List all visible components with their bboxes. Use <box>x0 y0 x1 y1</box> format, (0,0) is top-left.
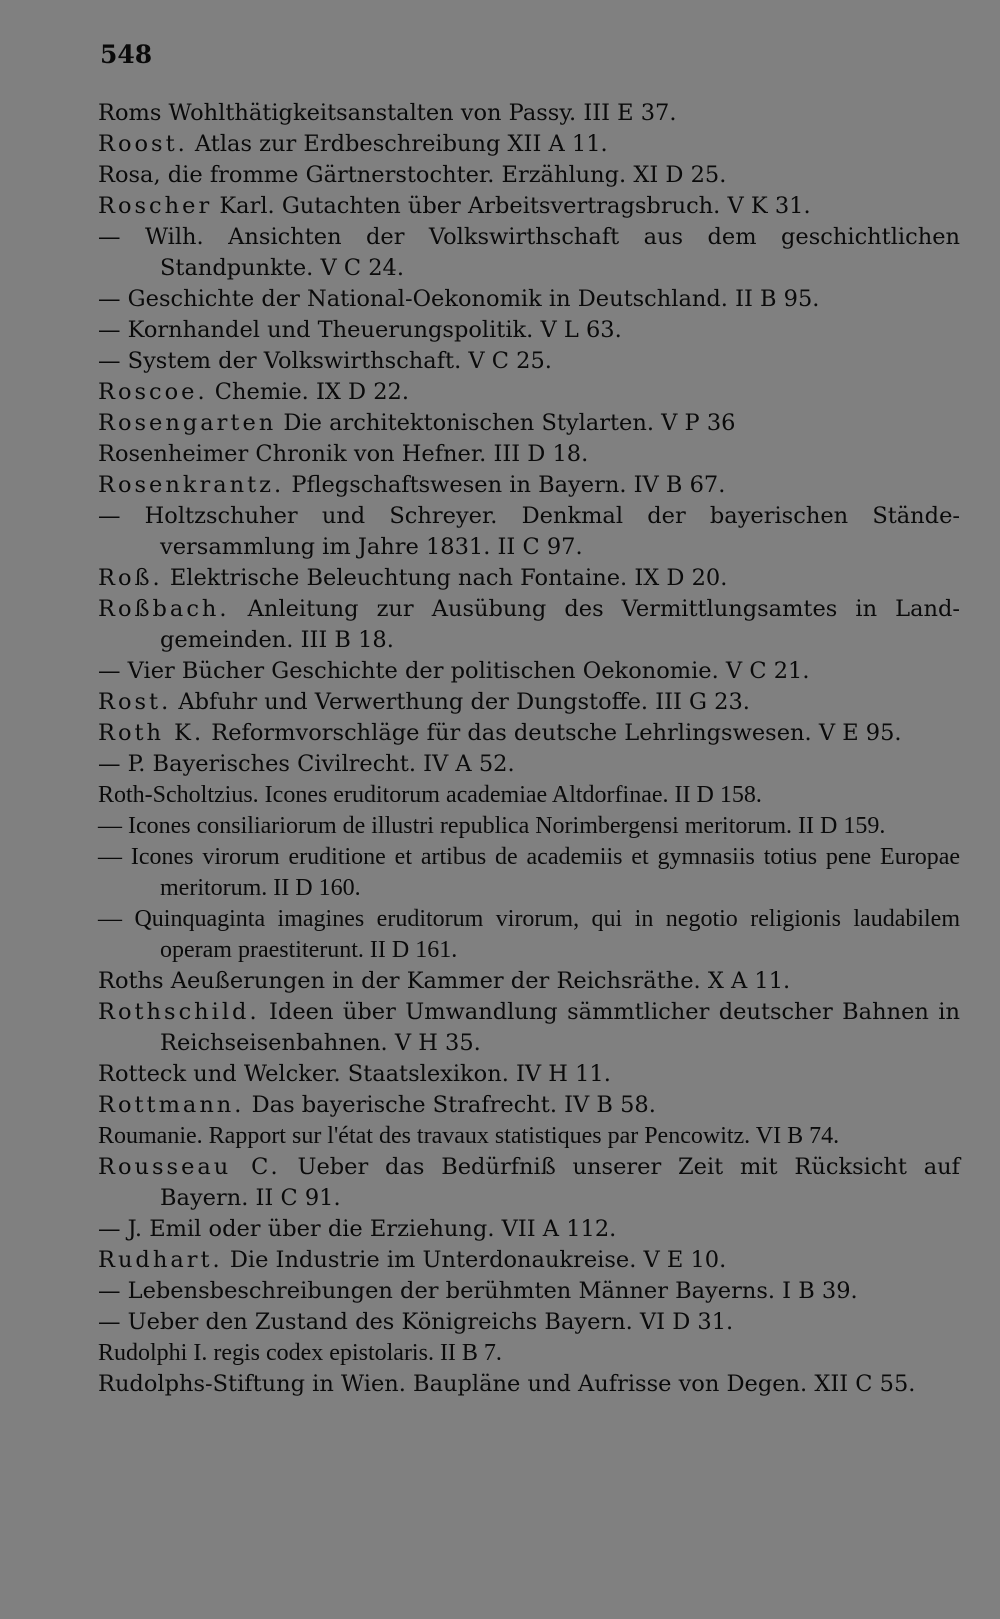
index-entry <box>98 408 960 439</box>
index-entry <box>98 1307 960 1338</box>
entry-text: Aeußerungen in der Kammer der Reichsräthe. X A 11. <box>163 968 791 994</box>
entry-text: Chemie. IX D 22. <box>207 379 410 405</box>
entry-heading: Rotteck <box>98 1061 187 1087</box>
entry-text: Geschichte der National-Oekonomik in Deutschland. II B 95. <box>120 286 820 312</box>
entry-text: in Wien. Baupläne und Aufrisse von Degen. XII C 55. <box>305 1371 916 1397</box>
entry-text: Ueber das Bedürfniß unserer Zeit mit Rücksicht auf Bayern. II C 91. <box>160 1154 960 1211</box>
index-entry <box>98 780 960 811</box>
entry-heading: — <box>98 1309 121 1335</box>
entry-text: System der Volkswirthschaft. V C 25. <box>120 348 552 374</box>
index-entry <box>98 1214 960 1245</box>
entry-text: Ideen über Umwandlung sämmtlicher deutscher Bahnen in Reichseisenbahnen. V H 35. <box>160 999 960 1056</box>
entry-heading: Rudolphi <box>98 1340 188 1366</box>
index-entry <box>98 997 960 1059</box>
entry-heading: Rottmann. <box>98 1092 245 1118</box>
entry-text: Ansichten der Volkswirthschaft aus dem geschichtlichen Standpunkte. V C 24. <box>160 224 960 281</box>
index-entry <box>98 1276 960 1307</box>
entry-text: Das bayerische Strafrecht. IV B 58. <box>244 1092 656 1118</box>
entry-heading: Roß. <box>98 565 163 591</box>
entry-text: Rapport sur l'état des travaux statistiques par Pencowitz. VI B 74. <box>202 1123 840 1149</box>
index-entry <box>98 1338 960 1369</box>
entry-heading: — <box>98 906 122 932</box>
index-entry <box>98 1369 960 1400</box>
entry-text: Ueber den Zustand des Königreichs Bayern. VI D 31. <box>120 1309 734 1335</box>
entry-text: Chronik von Hefner. III D 18. <box>248 441 589 467</box>
entry-heading: Roths <box>98 968 164 994</box>
entry-text: Bayerisches Civilrecht. IV A 52. <box>145 751 515 777</box>
index-entry <box>98 470 960 501</box>
entry-text: die fromme Gärtnerstochter. Erzählung. XI D 25. <box>160 162 727 188</box>
entry-heading: — Wilh. <box>98 224 204 250</box>
entry-heading: — J. <box>98 1216 143 1242</box>
index-entry <box>98 718 960 749</box>
index-entry <box>98 687 960 718</box>
entry-text: Elektrische Beleuchtung nach Fontaine. IX D 20. <box>162 565 728 591</box>
entry-text: Reformvorschläge für das deutsche Lehrlingswesen. V E 95. <box>204 720 902 746</box>
entry-heading: Roth K. <box>98 720 205 746</box>
entry-heading: Rosengarten <box>98 410 277 436</box>
entry-text: und Welcker. Staatslexikon. IV H 11. <box>186 1061 611 1087</box>
entry-text: Holtzschuher und Schreyer. Denkmal der bayerischen Stände-versammlung im Jahre 1831. II C 97. <box>120 503 960 560</box>
entry-text: Vier Bücher Geschichte der politischen Oekonomie. V C 21. <box>120 658 810 684</box>
entry-text: Icones eruditorum academiae Altdorfinae. II D 158. <box>258 782 762 808</box>
entry-text: Emil oder über die Erziehung. VII A 112. <box>142 1216 617 1242</box>
entry-heading: — <box>98 317 121 343</box>
entry-heading: — <box>98 503 121 529</box>
index-entry <box>98 98 960 129</box>
entry-text: Karl. Gutachten über Arbeitsvertragsbruch. V K 31. <box>212 193 811 219</box>
entry-heading: — P. <box>98 751 146 777</box>
index-entry <box>98 594 960 656</box>
entry-text: Abfuhr und Verwerthung der Dungstoffe. III G 23. <box>171 689 750 715</box>
index-entry <box>98 191 960 222</box>
entry-heading: Rosa, <box>98 162 161 188</box>
entry-heading: Rudhart. <box>98 1247 223 1273</box>
entry-heading: Roth-Scholtzius. <box>98 782 259 808</box>
entry-heading: — <box>98 1278 121 1304</box>
entry-heading: Roßbach. <box>98 596 230 622</box>
entry-heading: Rosenheimer <box>98 441 249 467</box>
index-entry <box>98 966 960 997</box>
index-entry <box>98 1090 960 1121</box>
entry-heading: Roost. <box>98 131 188 157</box>
entry-text: Die Industrie im Unterdonaukreise. V E 10. <box>222 1247 727 1273</box>
entry-heading: Rost. <box>98 689 172 715</box>
entry-text: Lebensbeschreibungen der berühmten Männer Bayerns. I B 39. <box>120 1278 858 1304</box>
entry-text: Quinquaginta imagines eruditorum virorum, qui in negotio religionis laudabilem operam praestiterunt. II D 161. <box>122 906 960 963</box>
entry-text: I. regis codex epistolaris. II B 7. <box>187 1340 502 1366</box>
index-entry <box>98 284 960 315</box>
index-entry <box>98 1059 960 1090</box>
index-entry <box>98 1245 960 1276</box>
index-entry <box>98 1152 960 1214</box>
index-entry <box>98 377 960 408</box>
entry-heading: Rosenkrantz. <box>98 472 285 498</box>
entry-heading: Rudolphs-Stiftung <box>98 1371 306 1397</box>
entry-heading: Roscher <box>98 193 213 219</box>
entry-heading: — <box>98 658 121 684</box>
entry-heading: Rousseau C. <box>98 1154 281 1180</box>
entry-text: Anleitung zur Ausübung des Vermittlungsamtes in Land-gemeinden. III B 18. <box>160 596 960 653</box>
page-number: 548 <box>100 40 153 69</box>
index-entry <box>98 563 960 594</box>
index-entry <box>98 501 960 563</box>
entry-heading: Roumanie. <box>98 1123 203 1149</box>
index-entry <box>98 811 960 842</box>
entry-heading: — <box>98 813 122 839</box>
index-entry <box>98 346 960 377</box>
index-entry <box>98 904 960 966</box>
entry-heading: Roms <box>98 100 162 126</box>
entry-text: Wohlthätigkeitsanstalten von Passy. III E 37. <box>161 100 677 126</box>
entry-heading: — <box>98 348 121 374</box>
entry-heading: — <box>98 286 121 312</box>
entry-heading: — <box>98 844 122 870</box>
entry-text: Die architektonischen Stylarten. V P 36 <box>276 410 736 436</box>
entry-text: Icones consiliariorum de illustri republica Norimbergensi meritorum. II D 159. <box>122 813 886 839</box>
entry-text: Atlas zur Erdbeschreibung XII A 11. <box>187 131 608 157</box>
entry-text: Kornhandel und Theuerungspolitik. V L 63. <box>120 317 622 343</box>
entry-heading: Roscoe. <box>98 379 208 405</box>
entry-text: Icones virorum eruditione et artibus de academiis et gymnasiis totius pene Europae meritorum. II D 160. <box>122 844 960 901</box>
index-entry <box>98 439 960 470</box>
index-entry <box>98 656 960 687</box>
index-entry <box>98 749 960 780</box>
index-entry <box>98 129 960 160</box>
entry-heading: Rothschild. <box>98 999 260 1025</box>
index-entry <box>98 160 960 191</box>
index-entry <box>98 842 960 904</box>
index-entry-list <box>98 98 960 1400</box>
index-entry <box>98 1121 960 1152</box>
index-entry <box>98 315 960 346</box>
entry-text: Pflegschaftswesen in Bayern. IV B 67. <box>284 472 726 498</box>
index-entry <box>98 222 960 284</box>
